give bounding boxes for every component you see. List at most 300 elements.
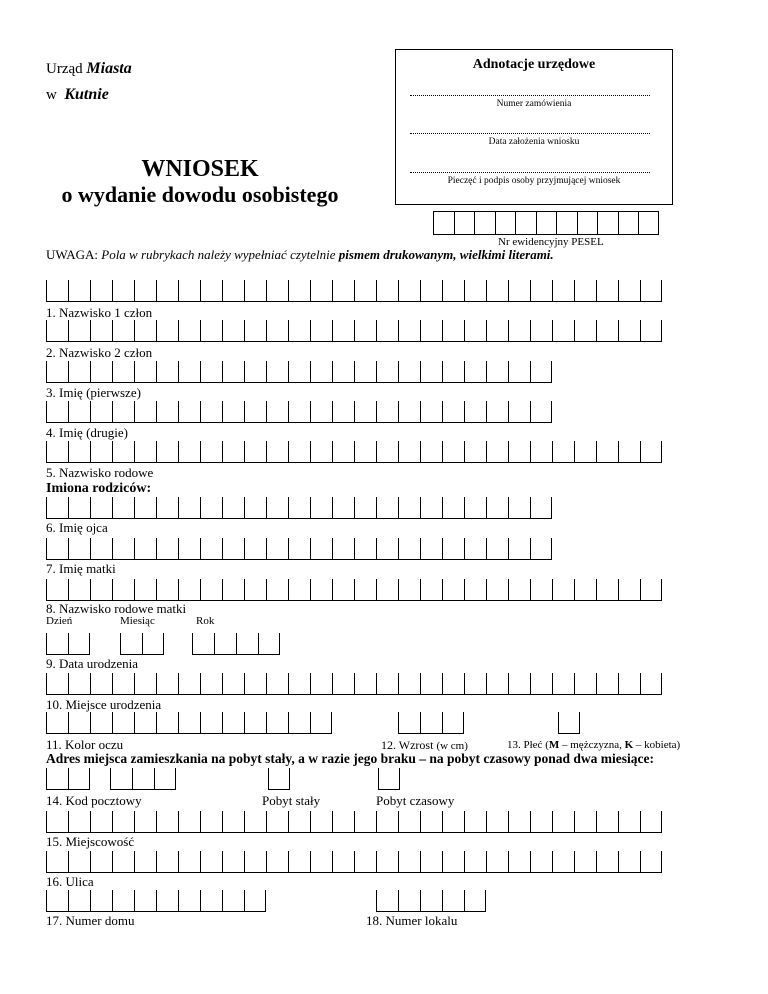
city-boxes[interactable] xyxy=(46,811,662,833)
char-box[interactable] xyxy=(552,441,574,463)
char-box[interactable] xyxy=(90,361,112,383)
permanent-stay-box[interactable] xyxy=(268,768,290,790)
char-box[interactable] xyxy=(618,280,640,302)
char-box[interactable] xyxy=(376,890,398,912)
char-box[interactable] xyxy=(310,320,332,342)
char-box[interactable] xyxy=(178,441,200,463)
char-box[interactable] xyxy=(156,361,178,383)
char-box[interactable] xyxy=(68,441,90,463)
char-box[interactable] xyxy=(68,361,90,383)
char-box[interactable] xyxy=(222,673,244,695)
char-box[interactable] xyxy=(266,280,288,302)
char-box[interactable] xyxy=(90,712,112,734)
char-box[interactable] xyxy=(46,890,68,912)
char-box[interactable] xyxy=(596,441,618,463)
char-box[interactable] xyxy=(420,401,442,423)
char-box[interactable] xyxy=(596,851,618,873)
char-box[interactable] xyxy=(156,401,178,423)
char-box[interactable] xyxy=(156,890,178,912)
char-box[interactable] xyxy=(640,579,662,601)
char-box[interactable] xyxy=(332,497,354,519)
char-box[interactable] xyxy=(398,497,420,519)
char-box[interactable] xyxy=(90,851,112,873)
mother-name-boxes[interactable] xyxy=(46,538,552,560)
char-box[interactable] xyxy=(376,361,398,383)
char-box[interactable] xyxy=(640,320,662,342)
char-box[interactable] xyxy=(508,361,530,383)
char-box[interactable] xyxy=(442,497,464,519)
char-box[interactable] xyxy=(134,441,156,463)
char-box[interactable] xyxy=(354,673,376,695)
char-box[interactable] xyxy=(420,673,442,695)
char-box[interactable] xyxy=(46,851,68,873)
char-box[interactable] xyxy=(244,538,266,560)
char-box[interactable] xyxy=(442,280,464,302)
char-box[interactable] xyxy=(288,712,310,734)
height-boxes[interactable] xyxy=(398,712,464,734)
char-box[interactable] xyxy=(112,579,134,601)
postal-code-part-2[interactable] xyxy=(110,768,176,790)
char-box[interactable] xyxy=(442,320,464,342)
char-box[interactable] xyxy=(156,280,178,302)
char-box[interactable] xyxy=(46,712,68,734)
char-box[interactable] xyxy=(376,673,398,695)
mother-family-name-boxes[interactable] xyxy=(46,579,662,601)
char-box[interactable] xyxy=(398,579,420,601)
char-box[interactable] xyxy=(310,538,332,560)
char-box[interactable] xyxy=(376,538,398,560)
char-box[interactable] xyxy=(596,280,618,302)
char-box[interactable] xyxy=(332,280,354,302)
char-box[interactable] xyxy=(244,579,266,601)
postal-code-part-1[interactable] xyxy=(46,768,90,790)
char-box[interactable] xyxy=(310,441,332,463)
char-box[interactable] xyxy=(222,712,244,734)
char-box[interactable] xyxy=(376,401,398,423)
birth-month-boxes[interactable] xyxy=(120,633,164,655)
char-box[interactable] xyxy=(134,673,156,695)
char-box[interactable] xyxy=(288,497,310,519)
char-box[interactable] xyxy=(310,361,332,383)
char-box[interactable] xyxy=(420,851,442,873)
char-box[interactable] xyxy=(618,441,640,463)
birth-day-boxes[interactable] xyxy=(46,633,90,655)
char-box[interactable] xyxy=(354,320,376,342)
char-box[interactable] xyxy=(178,579,200,601)
char-box[interactable] xyxy=(486,280,508,302)
char-box[interactable] xyxy=(90,497,112,519)
char-box[interactable] xyxy=(596,811,618,833)
char-box[interactable] xyxy=(398,401,420,423)
char-box[interactable] xyxy=(442,890,464,912)
char-box[interactable] xyxy=(354,401,376,423)
char-box[interactable] xyxy=(332,538,354,560)
char-box[interactable] xyxy=(574,280,596,302)
char-box[interactable] xyxy=(112,401,134,423)
char-box[interactable] xyxy=(200,401,222,423)
char-box[interactable] xyxy=(112,712,134,734)
char-box[interactable] xyxy=(68,401,90,423)
char-box[interactable] xyxy=(332,441,354,463)
char-box[interactable] xyxy=(46,579,68,601)
char-box[interactable] xyxy=(156,673,178,695)
char-box[interactable] xyxy=(156,441,178,463)
char-box[interactable] xyxy=(332,401,354,423)
char-box[interactable] xyxy=(222,851,244,873)
char-box[interactable] xyxy=(552,280,574,302)
char-box[interactable] xyxy=(112,538,134,560)
char-box[interactable] xyxy=(244,280,266,302)
char-box[interactable] xyxy=(420,811,442,833)
birth-place-boxes[interactable] xyxy=(46,673,662,695)
char-box[interactable] xyxy=(46,280,68,302)
char-box[interactable] xyxy=(244,441,266,463)
char-box[interactable] xyxy=(68,579,90,601)
family-name-boxes[interactable] xyxy=(46,441,662,463)
char-box[interactable] xyxy=(288,401,310,423)
char-box[interactable] xyxy=(310,280,332,302)
char-box[interactable] xyxy=(420,441,442,463)
char-box[interactable] xyxy=(134,361,156,383)
char-box[interactable] xyxy=(200,579,222,601)
char-box[interactable] xyxy=(112,673,134,695)
char-box[interactable] xyxy=(134,320,156,342)
char-box[interactable] xyxy=(530,401,552,423)
char-box[interactable] xyxy=(134,851,156,873)
father-name-boxes[interactable] xyxy=(46,497,552,519)
birth-year-boxes[interactable] xyxy=(192,633,280,655)
char-box[interactable] xyxy=(442,361,464,383)
char-box[interactable] xyxy=(574,673,596,695)
char-box[interactable] xyxy=(552,320,574,342)
char-box[interactable] xyxy=(310,673,332,695)
char-box[interactable] xyxy=(354,579,376,601)
apartment-number-boxes[interactable] xyxy=(376,890,486,912)
char-box[interactable] xyxy=(508,673,530,695)
char-box[interactable] xyxy=(464,890,486,912)
char-box[interactable] xyxy=(90,538,112,560)
char-box[interactable] xyxy=(244,890,266,912)
char-box[interactable] xyxy=(530,851,552,873)
char-box[interactable] xyxy=(508,497,530,519)
char-box[interactable] xyxy=(354,811,376,833)
char-box[interactable] xyxy=(618,320,640,342)
char-box[interactable] xyxy=(442,401,464,423)
char-box[interactable] xyxy=(464,280,486,302)
char-box[interactable] xyxy=(618,811,640,833)
char-box[interactable] xyxy=(508,851,530,873)
char-box[interactable] xyxy=(486,320,508,342)
char-box[interactable] xyxy=(244,851,266,873)
char-box[interactable] xyxy=(530,538,552,560)
char-box[interactable] xyxy=(178,538,200,560)
char-box[interactable] xyxy=(376,811,398,833)
char-box[interactable] xyxy=(332,811,354,833)
char-box[interactable] xyxy=(178,890,200,912)
second-name-boxes[interactable] xyxy=(46,401,552,423)
char-box[interactable] xyxy=(222,361,244,383)
char-box[interactable] xyxy=(288,673,310,695)
char-box[interactable] xyxy=(266,712,288,734)
char-box[interactable] xyxy=(618,851,640,873)
char-box[interactable] xyxy=(244,712,266,734)
char-box[interactable] xyxy=(640,811,662,833)
char-box[interactable] xyxy=(508,538,530,560)
char-box[interactable] xyxy=(486,401,508,423)
char-box[interactable] xyxy=(398,280,420,302)
char-box[interactable] xyxy=(200,361,222,383)
char-box[interactable] xyxy=(178,280,200,302)
char-box[interactable] xyxy=(178,320,200,342)
char-box[interactable] xyxy=(156,579,178,601)
house-number-boxes[interactable] xyxy=(46,890,266,912)
char-box[interactable] xyxy=(266,851,288,873)
char-box[interactable] xyxy=(178,361,200,383)
char-box[interactable] xyxy=(134,538,156,560)
char-box[interactable] xyxy=(68,890,90,912)
char-box[interactable] xyxy=(486,361,508,383)
char-box[interactable] xyxy=(112,851,134,873)
char-box[interactable] xyxy=(134,579,156,601)
char-box[interactable] xyxy=(112,890,134,912)
char-box[interactable] xyxy=(464,497,486,519)
char-box[interactable] xyxy=(398,320,420,342)
char-box[interactable] xyxy=(486,673,508,695)
char-box[interactable] xyxy=(156,538,178,560)
char-box[interactable] xyxy=(618,673,640,695)
char-box[interactable] xyxy=(200,320,222,342)
char-box[interactable] xyxy=(442,441,464,463)
char-box[interactable] xyxy=(68,497,90,519)
char-box[interactable] xyxy=(222,811,244,833)
char-box[interactable] xyxy=(398,890,420,912)
char-box[interactable] xyxy=(222,280,244,302)
char-box[interactable] xyxy=(200,497,222,519)
char-box[interactable] xyxy=(266,811,288,833)
char-box[interactable] xyxy=(354,361,376,383)
char-box[interactable] xyxy=(530,579,552,601)
char-box[interactable] xyxy=(46,497,68,519)
char-box[interactable] xyxy=(442,538,464,560)
char-box[interactable] xyxy=(310,851,332,873)
char-box[interactable] xyxy=(420,280,442,302)
char-box[interactable] xyxy=(640,280,662,302)
char-box[interactable] xyxy=(442,673,464,695)
char-box[interactable] xyxy=(178,851,200,873)
char-box[interactable] xyxy=(508,579,530,601)
pesel-boxes[interactable] xyxy=(433,211,659,235)
char-box[interactable] xyxy=(112,280,134,302)
char-box[interactable] xyxy=(464,579,486,601)
char-box[interactable] xyxy=(156,712,178,734)
char-box[interactable] xyxy=(46,811,68,833)
char-box[interactable] xyxy=(244,673,266,695)
char-box[interactable] xyxy=(354,280,376,302)
char-box[interactable] xyxy=(156,320,178,342)
temporary-stay-box[interactable] xyxy=(378,768,400,790)
surname-1-boxes[interactable] xyxy=(46,280,662,302)
char-box[interactable] xyxy=(420,320,442,342)
char-box[interactable] xyxy=(354,441,376,463)
char-box[interactable] xyxy=(552,673,574,695)
char-box[interactable] xyxy=(442,851,464,873)
char-box[interactable] xyxy=(90,579,112,601)
char-box[interactable] xyxy=(90,890,112,912)
char-box[interactable] xyxy=(486,497,508,519)
char-box[interactable] xyxy=(574,320,596,342)
char-box[interactable] xyxy=(90,401,112,423)
char-box[interactable] xyxy=(332,361,354,383)
char-box[interactable] xyxy=(464,320,486,342)
char-box[interactable] xyxy=(398,361,420,383)
char-box[interactable] xyxy=(288,441,310,463)
char-box[interactable] xyxy=(464,811,486,833)
first-name-boxes[interactable] xyxy=(46,361,552,383)
char-box[interactable] xyxy=(464,538,486,560)
char-box[interactable] xyxy=(530,280,552,302)
char-box[interactable] xyxy=(112,811,134,833)
char-box[interactable] xyxy=(90,441,112,463)
char-box[interactable] xyxy=(530,441,552,463)
char-box[interactable] xyxy=(200,811,222,833)
char-box[interactable] xyxy=(68,712,90,734)
char-box[interactable] xyxy=(222,538,244,560)
char-box[interactable] xyxy=(508,401,530,423)
char-box[interactable] xyxy=(442,579,464,601)
char-box[interactable] xyxy=(68,851,90,873)
char-box[interactable] xyxy=(376,441,398,463)
char-box[interactable] xyxy=(574,811,596,833)
char-box[interactable] xyxy=(244,497,266,519)
char-box[interactable] xyxy=(90,280,112,302)
char-box[interactable] xyxy=(486,579,508,601)
char-box[interactable] xyxy=(266,673,288,695)
char-box[interactable] xyxy=(530,673,552,695)
char-box[interactable] xyxy=(398,851,420,873)
char-box[interactable] xyxy=(464,851,486,873)
char-box[interactable] xyxy=(134,280,156,302)
char-box[interactable] xyxy=(266,538,288,560)
char-box[interactable] xyxy=(46,401,68,423)
char-box[interactable] xyxy=(398,811,420,833)
char-box[interactable] xyxy=(156,851,178,873)
char-box[interactable] xyxy=(486,538,508,560)
char-box[interactable] xyxy=(508,441,530,463)
char-box[interactable] xyxy=(112,441,134,463)
char-box[interactable] xyxy=(398,673,420,695)
char-box[interactable] xyxy=(134,811,156,833)
char-box[interactable] xyxy=(398,538,420,560)
char-box[interactable] xyxy=(156,811,178,833)
char-box[interactable] xyxy=(266,361,288,383)
char-box[interactable] xyxy=(486,851,508,873)
char-box[interactable] xyxy=(354,538,376,560)
char-box[interactable] xyxy=(266,579,288,601)
char-box[interactable] xyxy=(46,673,68,695)
street-boxes[interactable] xyxy=(46,851,662,873)
char-box[interactable] xyxy=(266,401,288,423)
char-box[interactable] xyxy=(376,851,398,873)
char-box[interactable] xyxy=(508,280,530,302)
char-box[interactable] xyxy=(640,673,662,695)
char-box[interactable] xyxy=(200,890,222,912)
char-box[interactable] xyxy=(574,579,596,601)
char-box[interactable] xyxy=(200,851,222,873)
char-box[interactable] xyxy=(244,811,266,833)
char-box[interactable] xyxy=(178,712,200,734)
char-box[interactable] xyxy=(46,538,68,560)
char-box[interactable] xyxy=(46,441,68,463)
char-box[interactable] xyxy=(508,811,530,833)
char-box[interactable] xyxy=(200,538,222,560)
char-box[interactable] xyxy=(156,497,178,519)
char-box[interactable] xyxy=(200,712,222,734)
char-box[interactable] xyxy=(354,851,376,873)
char-box[interactable] xyxy=(90,320,112,342)
char-box[interactable] xyxy=(310,497,332,519)
char-box[interactable] xyxy=(266,441,288,463)
char-box[interactable] xyxy=(222,401,244,423)
char-box[interactable] xyxy=(596,673,618,695)
char-box[interactable] xyxy=(112,361,134,383)
char-box[interactable] xyxy=(640,441,662,463)
char-box[interactable] xyxy=(574,851,596,873)
eye-color-boxes[interactable] xyxy=(46,712,332,734)
char-box[interactable] xyxy=(530,320,552,342)
char-box[interactable] xyxy=(244,401,266,423)
char-box[interactable] xyxy=(288,538,310,560)
char-box[interactable] xyxy=(288,811,310,833)
char-box[interactable] xyxy=(596,579,618,601)
char-box[interactable] xyxy=(486,441,508,463)
char-box[interactable] xyxy=(618,579,640,601)
char-box[interactable] xyxy=(596,320,618,342)
char-box[interactable] xyxy=(266,497,288,519)
char-box[interactable] xyxy=(222,579,244,601)
char-box[interactable] xyxy=(178,497,200,519)
char-box[interactable] xyxy=(266,320,288,342)
char-box[interactable] xyxy=(112,320,134,342)
char-box[interactable] xyxy=(464,441,486,463)
char-box[interactable] xyxy=(222,497,244,519)
char-box[interactable] xyxy=(420,890,442,912)
char-box[interactable] xyxy=(310,712,332,734)
char-box[interactable] xyxy=(244,320,266,342)
char-box[interactable] xyxy=(178,401,200,423)
char-box[interactable] xyxy=(68,538,90,560)
char-box[interactable] xyxy=(288,851,310,873)
char-box[interactable] xyxy=(442,811,464,833)
char-box[interactable] xyxy=(134,712,156,734)
sex-box[interactable] xyxy=(558,712,580,734)
char-box[interactable] xyxy=(530,497,552,519)
char-box[interactable] xyxy=(354,497,376,519)
char-box[interactable] xyxy=(464,673,486,695)
char-box[interactable] xyxy=(420,497,442,519)
char-box[interactable] xyxy=(222,890,244,912)
char-box[interactable] xyxy=(640,851,662,873)
char-box[interactable] xyxy=(398,441,420,463)
char-box[interactable] xyxy=(222,320,244,342)
char-box[interactable] xyxy=(420,579,442,601)
char-box[interactable] xyxy=(552,579,574,601)
char-box[interactable] xyxy=(552,811,574,833)
char-box[interactable] xyxy=(530,361,552,383)
char-box[interactable] xyxy=(200,441,222,463)
char-box[interactable] xyxy=(376,579,398,601)
char-box[interactable] xyxy=(68,673,90,695)
char-box[interactable] xyxy=(332,851,354,873)
